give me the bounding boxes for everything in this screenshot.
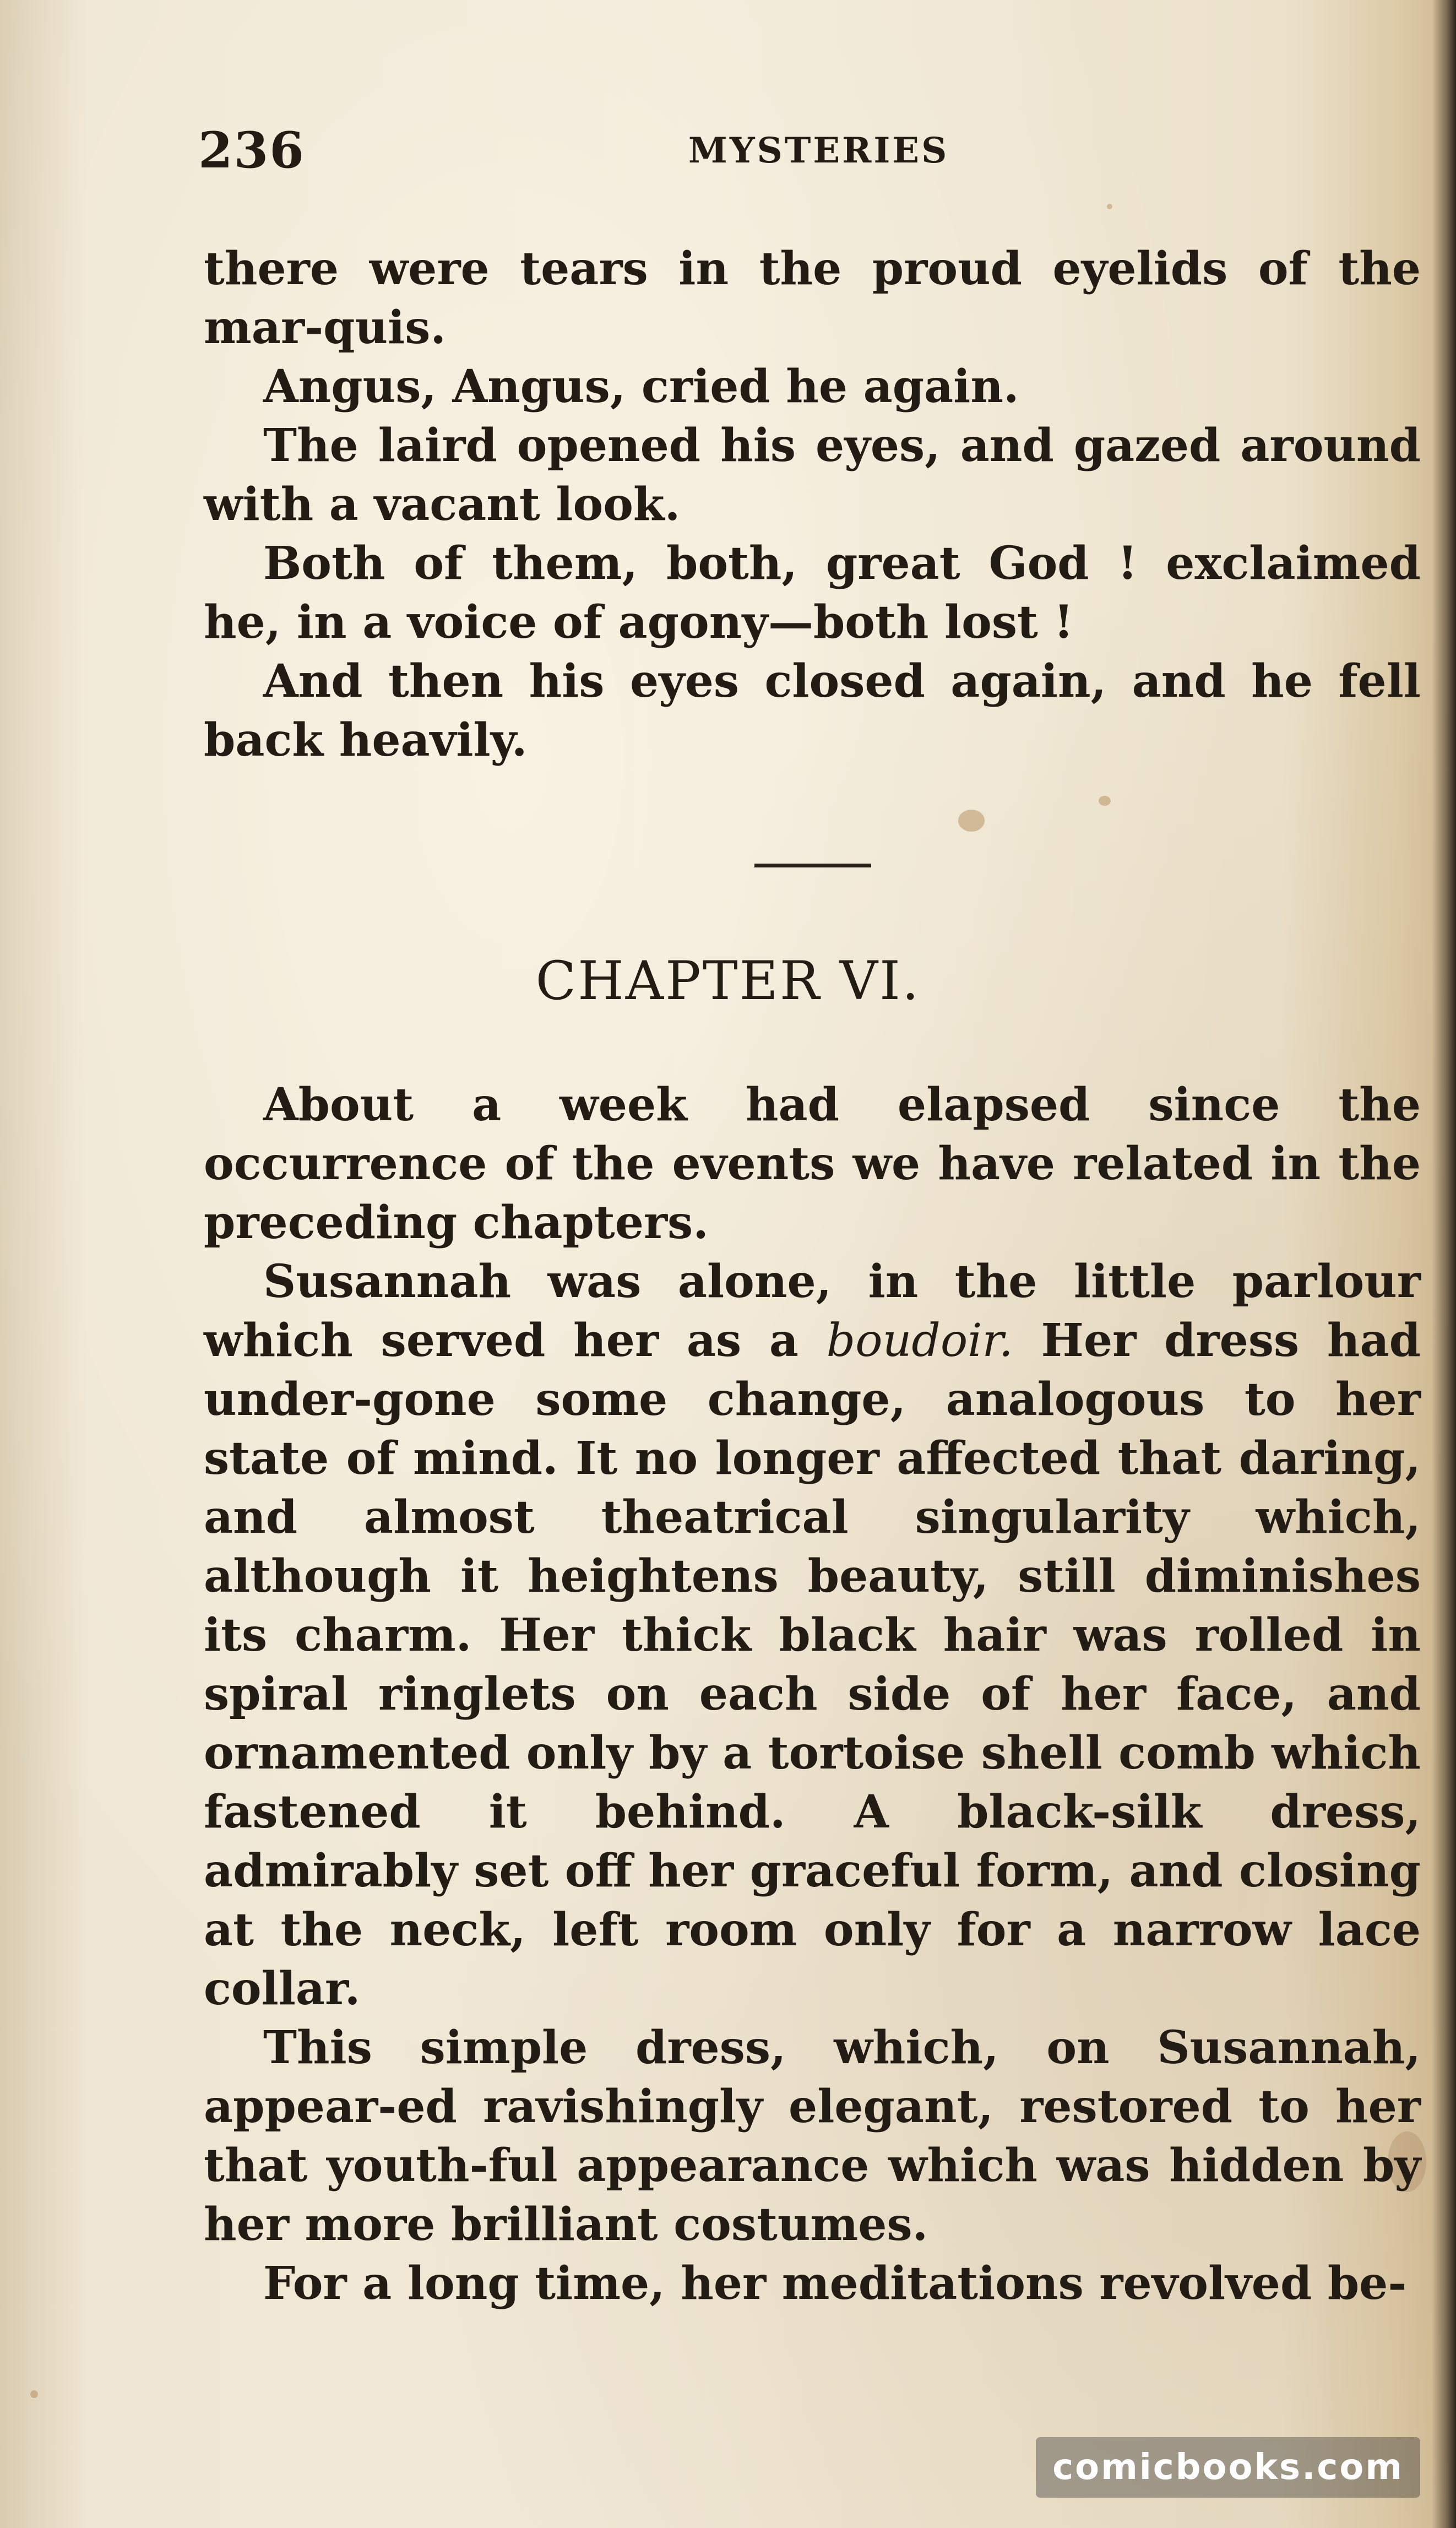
page-number: 236	[198, 121, 305, 180]
running-head	[0, 121, 1456, 182]
italic-word: boudoir.	[826, 1315, 1013, 1367]
paragraph: Angus, Angus, cried he again.	[263, 360, 1019, 413]
text-block-top	[204, 240, 1421, 770]
watermark: comicbooks.com	[1036, 2437, 1420, 2498]
paper-stain	[30, 2390, 38, 2398]
text-block-chapter	[204, 1076, 1421, 2313]
paragraph: there were tears in the proud eyelids of the mar-quis.	[204, 242, 1421, 354]
paragraph-text: Her dress had under-gone some change, analogous to her state of mind. It no longer affected that daring, and almost theatrical singularity which, although it heightens beauty, still diminishes its charm. Her thick black hair was rolled in spiral ringlets on each side of her face, and ornamented only by a tortoise shell comb which fastened it behind. A black-silk dress, admirably set off her graceful form, and closing at the neck, left room only for a narrow lace collar.	[204, 1314, 1421, 2015]
paragraph: Both of them, both, great God ! exclaimed he, in a voice of agony—both lost !	[204, 537, 1421, 649]
paragraph: About a week had elapsed since the occurrence of the events we have related in the preceding chapters.	[204, 1078, 1421, 1249]
paragraph-text: Susannah was alone, in the little parlour which served her as a	[204, 1255, 1421, 1367]
chapter-heading: CHAPTER VI.	[535, 950, 921, 1012]
section-divider	[754, 864, 871, 867]
paragraph: The laird opened his eyes, and gazed around with a vacant look.	[204, 419, 1421, 531]
paragraph	[204, 1252, 1421, 2019]
running-title: MYSTERIES	[688, 130, 949, 171]
paper-stain	[958, 810, 985, 832]
paper-stain	[1107, 204, 1112, 209]
paragraph: For a long time, her meditations revolved be-	[263, 2257, 1407, 2310]
paragraph: This simple dress, which, on Susannah, appear-ed ravishingly elegant, restored to her that youth-ful appearance which was hidden by her more brilliant costumes.	[204, 2021, 1421, 2251]
paragraph: And then his eyes closed again, and he fell back heavily.	[204, 655, 1421, 767]
paper-stain	[1099, 796, 1111, 806]
book-gutter-shadow	[1432, 0, 1456, 2528]
